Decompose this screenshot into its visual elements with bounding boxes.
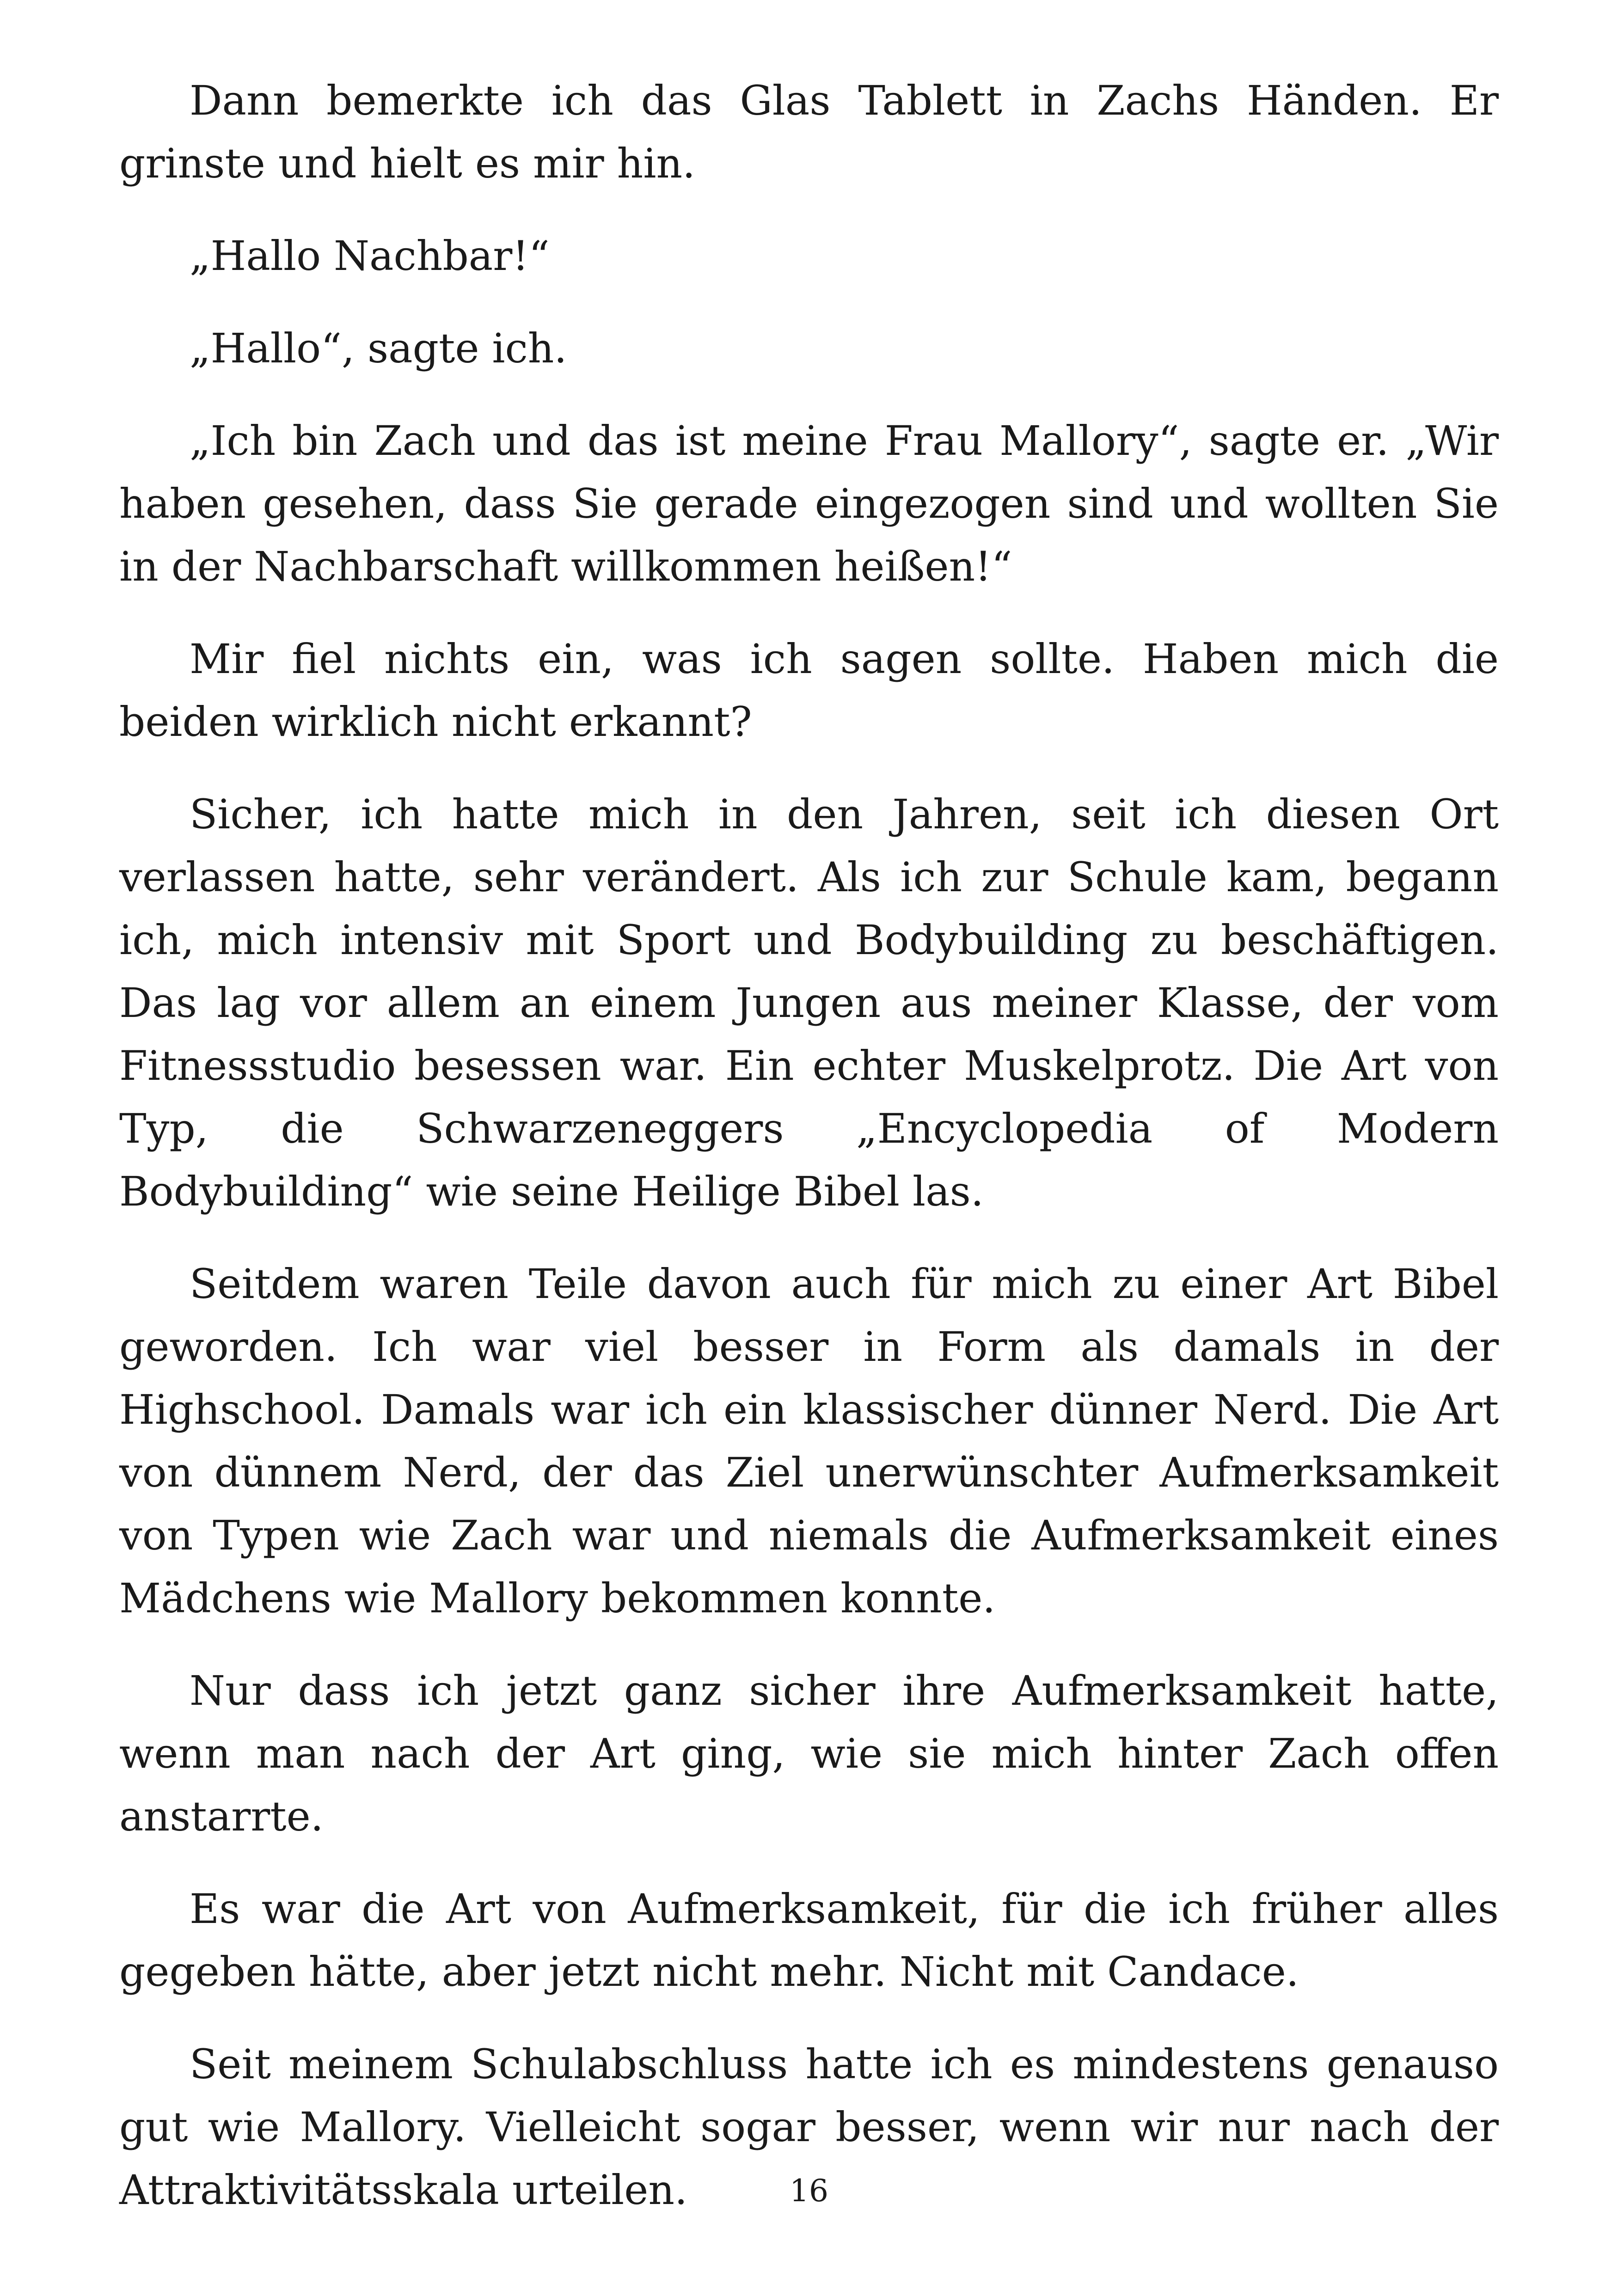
paragraph: Nur dass ich jetzt ganz sicher ihre Aufmerksamkeit hatte, wenn man nach der Art ging, wie sie mich hinter Zach offen anstarrte. [119, 1667, 1499, 1840]
paragraph: „Hallo Nachbar!“ [190, 232, 550, 280]
paragraph: Sicher, ich hatte mich in den Jahren, seit ich diesen Ort verlassen hatte, sehr verändert. Als ich zur Schule kam, begann ich, mich intensiv mit Sport und Bodybuilding zu beschäftigen. Das lag vor allem an einem Jungen aus meiner Klasse, der vom Fitnessstudio besessen war. Ein echter Muskelprotz. Die Art von Typ, die Schwarzeneggers „Encyclopedia of Modern Bodybuilding“ wie seine Heilige Bibel las. [119, 790, 1499, 1215]
paragraph: Mir fiel nichts ein, was ich sagen sollte. Haben mich die beiden wirklich nicht erkannt? [119, 635, 1499, 746]
paragraph: Seitdem waren Teile davon auch für mich zu einer Art Bibel geworden. Ich war viel besser in Form als damals in der Highschool. Damals war ich ein klassischer dünner Nerd. Die Art von dünnem Nerd, der das Ziel unerwünschter Aufmerksamkeit von Typen wie Zach war und niemals die Aufmerksamkeit eines Mädchens wie Mallory bekommen konnte. [119, 1260, 1499, 1622]
paragraph: „Hallo“, sagte ich. [190, 325, 567, 372]
paragraph: Dann bemerkte ich das Glas Tablett in Zachs Händen. Er grinste und hielt es mir hin. [119, 77, 1499, 187]
paragraph: Es war die Art von Aufmerksamkeit, für die ich früher alles gegeben hätte, aber jetzt nicht mehr. Nicht mit Candace. [119, 1885, 1499, 1996]
paragraph: „Ich bin Zach und das ist meine Frau Mallory“, sagte er. „Wir haben gesehen, dass Sie gerade eingezogen sind und wollten Sie in der Nachbarschaft willkommen heißen!“ [119, 417, 1499, 590]
page-number: 16 [790, 2173, 828, 2209]
body-text [119, 69, 1499, 2251]
paragraph: Seit meinem Schulabschluss hatte ich es mindestens genauso gut wie Mallory. Vielleicht sogar besser, wenn wir nur nach der Attraktivitätsskala urteilen. [119, 2040, 1499, 2214]
